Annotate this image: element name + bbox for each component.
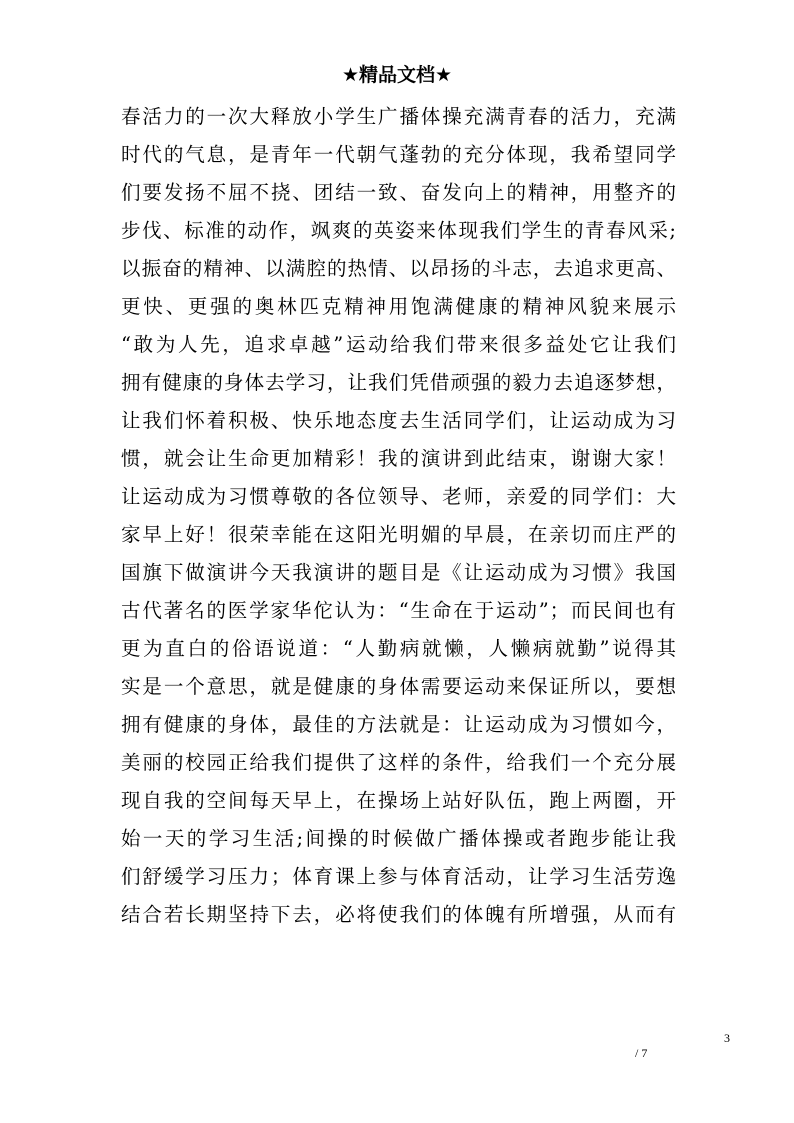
text-line: 以振奋的精神、以满腔的热情、以昂扬的斗志，去追求更高、 bbox=[121, 257, 677, 280]
text-line: 实是一个意思，就是健康的身体需要运动来保证所以，要想 bbox=[121, 675, 677, 698]
page-total: / 7 bbox=[635, 1046, 648, 1060]
text-line: 更为直白的俗语说道：“人勤病就懒，人懒病就勤”说得其 bbox=[121, 637, 677, 660]
text-line: 国旗下做演讲今天我演讲的题目是《让运动成为习惯》我国 bbox=[121, 561, 677, 584]
text-line: 让运动成为习惯尊敬的各位领导、老师，亲爱的同学们：大 bbox=[121, 485, 677, 508]
text-line: 更快、更强的奥林匹克精神用饱满健康的精神风貌来展示 bbox=[121, 295, 677, 318]
text-line: 家早上好！很荣幸能在这阳光明媚的早晨，在亲切而庄严的 bbox=[121, 523, 677, 546]
text-line: 拥有健康的身体，最佳的方法就是：让运动成为习惯如今， bbox=[121, 713, 677, 736]
page-number: 3 bbox=[724, 1031, 730, 1045]
text-line: 步伐、标准的动作，飒爽的英姿来体现我们学生的青春风采; bbox=[121, 219, 677, 242]
document-body bbox=[121, 98, 677, 934]
text-line: 春活力的一次大释放小学生广播体操充满青春的活力，充满 bbox=[121, 105, 677, 128]
page-header-title: ★精品文档★ bbox=[341, 64, 453, 86]
text-line: 美丽的校园正给我们提供了这样的条件，给我们一个充分展 bbox=[121, 751, 677, 774]
text-line: 始一天的学习生活;间操的时候做广播体操或者跑步能让我 bbox=[121, 827, 677, 850]
text-line: 现自我的空间每天早上，在操场上站好队伍，跑上两圈，开 bbox=[121, 789, 677, 812]
text-line: 惯，就会让生命更加精彩！我的演讲到此结束，谢谢大家！ bbox=[121, 447, 677, 470]
text-line: 结合若长期坚持下去，必将使我们的体魄有所增强，从而有 bbox=[121, 903, 677, 926]
text-line: 古代著名的医学家华佗认为：“生命在于运动”；而民间也有 bbox=[121, 599, 677, 622]
text-line: 时代的气息，是青年一代朝气蓬勃的充分体现，我希望同学 bbox=[121, 143, 677, 166]
text-line: 们要发扬不屈不挠、团结一致、奋发向上的精神，用整齐的 bbox=[121, 181, 677, 204]
text-line: “敢为人先，追求卓越”运动给我们带来很多益处它让我们 bbox=[121, 333, 677, 356]
text-line: 们舒缓学习压力；体育课上参与体育活动，让学习生活劳逸 bbox=[121, 865, 677, 888]
text-line: 让我们怀着积极、快乐地态度去生活同学们，让运动成为习 bbox=[121, 409, 677, 432]
text-line: 拥有健康的身体去学习，让我们凭借顽强的毅力去追逐梦想， bbox=[121, 371, 677, 394]
